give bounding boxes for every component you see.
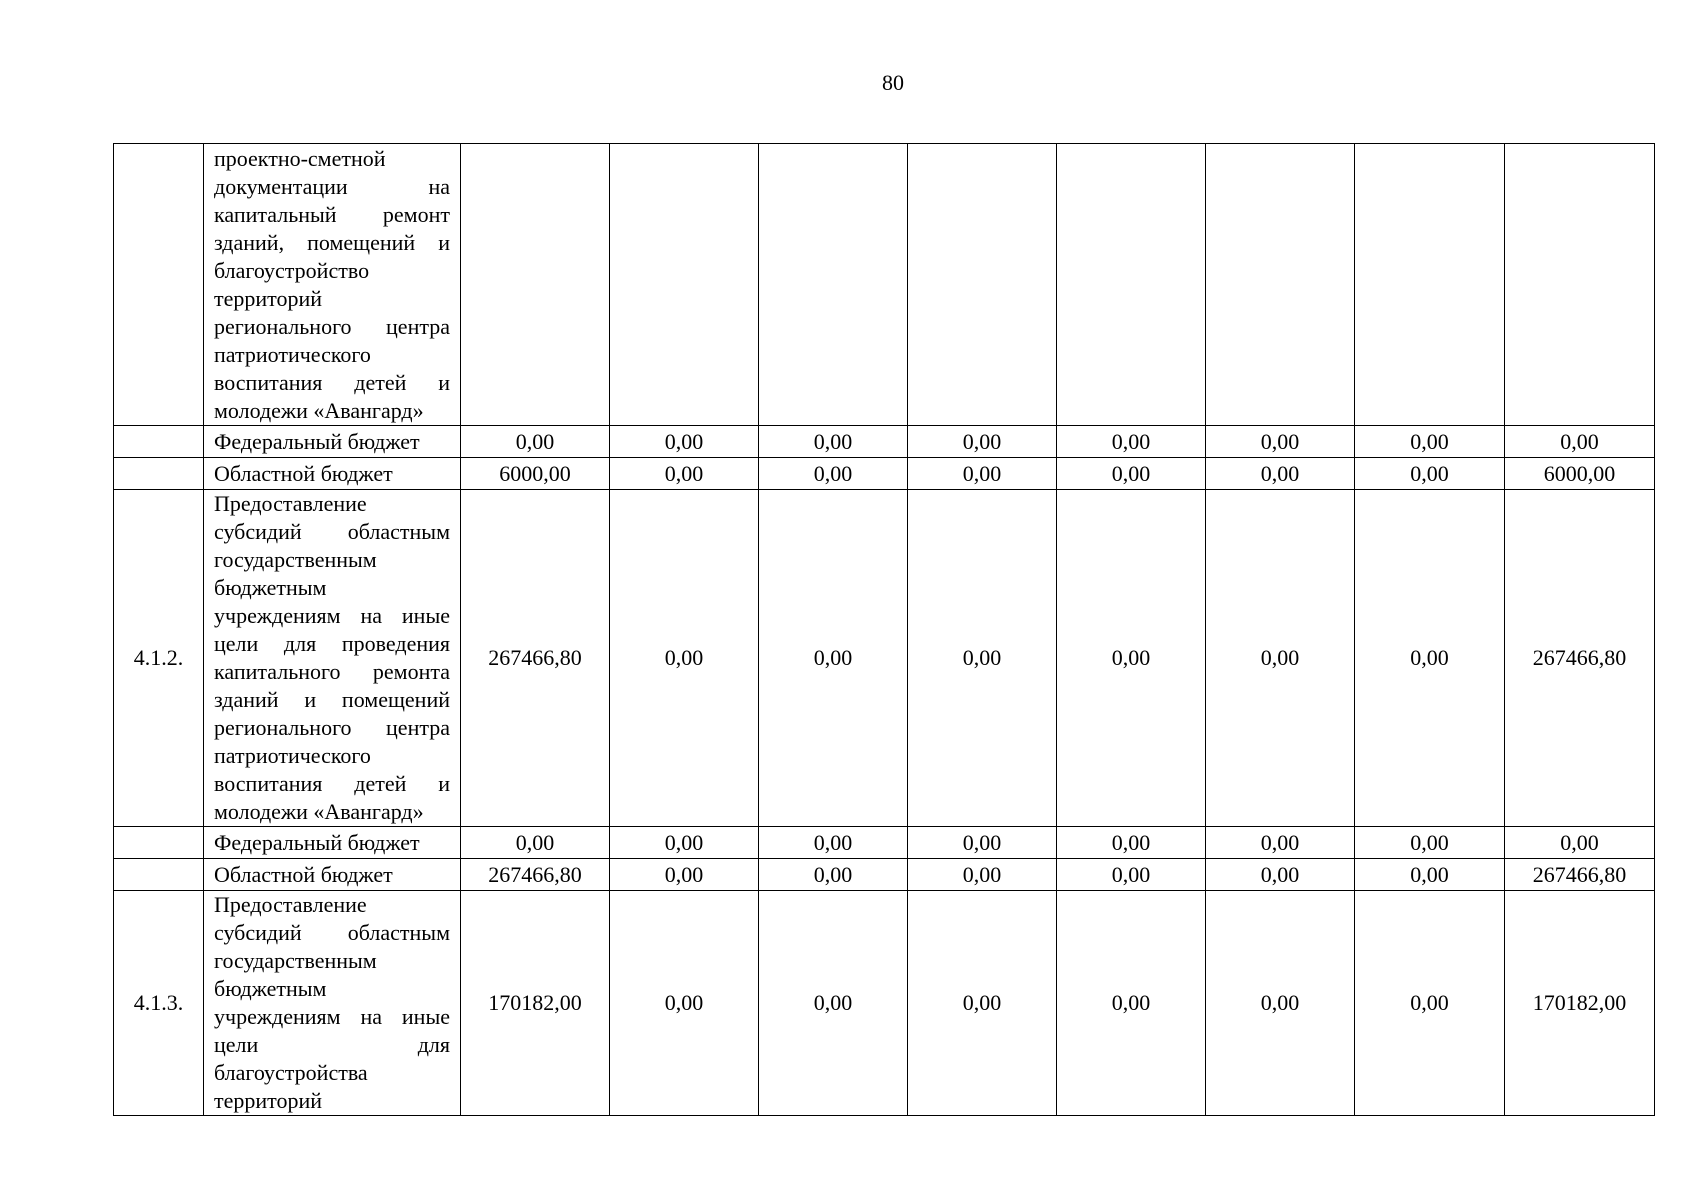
value-cell: 267466,80	[461, 490, 610, 827]
value-cell: 0,00	[1057, 458, 1206, 490]
value-cell: 0,00	[1057, 490, 1206, 827]
value-cell: 170182,00	[461, 891, 610, 1116]
row-description: Федеральный бюджет	[204, 426, 461, 458]
value-cell: 0,00	[1206, 891, 1355, 1116]
row-number	[114, 426, 204, 458]
value-cell: 0,00	[1057, 891, 1206, 1116]
value-cell	[1505, 144, 1655, 426]
value-cell: 0,00	[908, 426, 1057, 458]
value-cell: 0,00	[1355, 490, 1505, 827]
row-number	[114, 859, 204, 891]
row-description: проектно-сметной документации на капитальный ремонт зданий, помещений и благоустройство территорий регионального центра патриотического воспитания детей и молодежи «Авангард»	[204, 144, 461, 426]
table-row	[114, 891, 1655, 1116]
budget-table	[113, 143, 1655, 1116]
value-cell: 267466,80	[1505, 490, 1655, 827]
value-cell	[759, 144, 908, 426]
row-number: 4.1.3.	[114, 891, 204, 1116]
row-description: Областной бюджет	[204, 859, 461, 891]
row-description: Областной бюджет	[204, 458, 461, 490]
value-cell: 0,00	[1057, 827, 1206, 859]
value-cell: 267466,80	[461, 859, 610, 891]
value-cell	[1057, 144, 1206, 426]
value-cell: 0,00	[1355, 859, 1505, 891]
row-number	[114, 458, 204, 490]
value-cell: 0,00	[461, 827, 610, 859]
value-cell: 0,00	[759, 859, 908, 891]
row-number: 4.1.2.	[114, 490, 204, 827]
value-cell: 0,00	[1206, 859, 1355, 891]
value-cell	[1206, 144, 1355, 426]
table-row	[114, 859, 1655, 891]
value-cell: 0,00	[1355, 458, 1505, 490]
value-cell: 0,00	[759, 426, 908, 458]
table-row	[114, 426, 1655, 458]
value-cell: 0,00	[610, 458, 759, 490]
value-cell: 0,00	[908, 458, 1057, 490]
value-cell: 0,00	[610, 859, 759, 891]
value-cell: 170182,00	[1505, 891, 1655, 1116]
value-cell	[461, 144, 610, 426]
value-cell: 0,00	[759, 827, 908, 859]
row-number	[114, 827, 204, 859]
row-description: Предоставление субсидий областным государственным бюджетным учреждениям на иные цели для проведения капитального ремонта зданий и помещений регионального центра патриотического воспитания детей и молодежи «Авангард»	[204, 490, 461, 827]
value-cell: 0,00	[1505, 426, 1655, 458]
value-cell: 0,00	[610, 891, 759, 1116]
value-cell: 0,00	[759, 490, 908, 827]
value-cell: 0,00	[1206, 490, 1355, 827]
value-cell: 0,00	[908, 827, 1057, 859]
value-cell: 0,00	[1206, 458, 1355, 490]
value-cell	[610, 144, 759, 426]
value-cell: 0,00	[610, 490, 759, 827]
row-description: Предоставление субсидий областным государственным бюджетным учреждениям на иные цели для благоустройства территорий	[204, 891, 461, 1116]
value-cell: 0,00	[908, 490, 1057, 827]
row-number	[114, 144, 204, 426]
table-row	[114, 458, 1655, 490]
table-row	[114, 827, 1655, 859]
value-cell: 0,00	[461, 426, 610, 458]
value-cell	[908, 144, 1057, 426]
value-cell: 0,00	[610, 426, 759, 458]
value-cell: 267466,80	[1505, 859, 1655, 891]
value-cell: 0,00	[1206, 426, 1355, 458]
value-cell: 0,00	[759, 458, 908, 490]
value-cell: 0,00	[1057, 426, 1206, 458]
value-cell: 6000,00	[461, 458, 610, 490]
value-cell: 0,00	[908, 859, 1057, 891]
value-cell: 0,00	[759, 891, 908, 1116]
value-cell: 0,00	[1206, 827, 1355, 859]
value-cell: 6000,00	[1505, 458, 1655, 490]
table-row	[114, 144, 1655, 426]
page-number: 80	[882, 70, 904, 95]
value-cell: 0,00	[1355, 426, 1505, 458]
value-cell: 0,00	[908, 891, 1057, 1116]
value-cell: 0,00	[1355, 827, 1505, 859]
value-cell: 0,00	[1355, 891, 1505, 1116]
value-cell: 0,00	[1505, 827, 1655, 859]
value-cell: 0,00	[610, 827, 759, 859]
value-cell	[1355, 144, 1505, 426]
row-description: Федеральный бюджет	[204, 827, 461, 859]
value-cell: 0,00	[1057, 859, 1206, 891]
table-row	[114, 490, 1655, 827]
